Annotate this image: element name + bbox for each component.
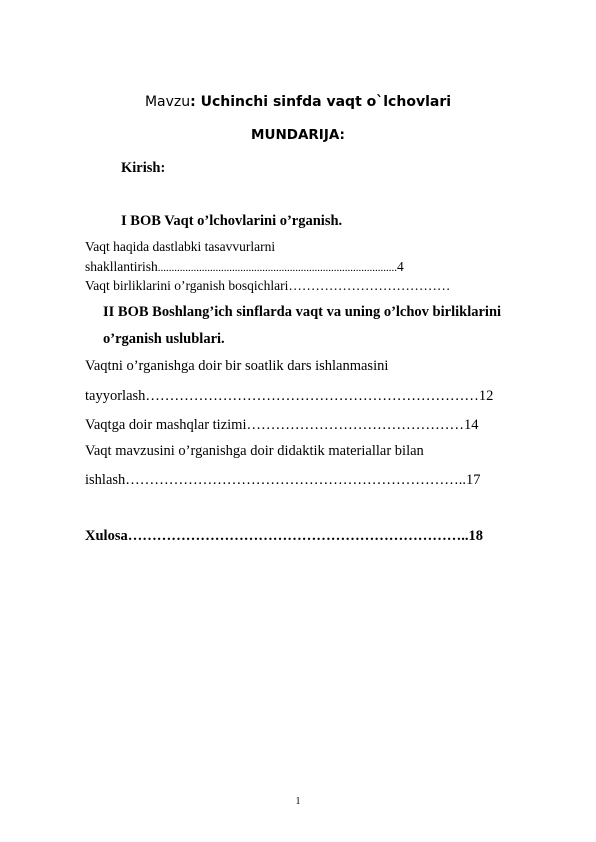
toc-entry-5-line-1: Vaqt mavzusini o’rganishga doir didaktik materiallar bilan [85,443,424,459]
toc-entry-1-line-2 [85,259,404,275]
toc-heading: MUNDARIJA: [251,127,345,143]
document-title [0,94,596,110]
toc-entry-4: Vaqtga doir mashqlar tizimi………………………………………14 [85,417,479,433]
toc-entry-3-line-2: tayyorlash……………………………………………………………12 [85,388,494,404]
toc-entry-1-line-1: Vaqt haqida dastlabki tasavvurlarni [85,239,276,254]
toc-intro: Kirish: [121,160,166,176]
toc-entry-1-page: 4 [397,259,404,274]
toc-entry-2-dots: ……………………………… [288,278,451,293]
toc-chapter-2-line-2: o’rganish uslublari. [103,331,225,347]
page-number: 1 [295,796,301,807]
toc-entry-1-dots: ....................................................................................... [157,262,397,274]
toc-entry-5-line-2: ishlash……………………………………………………………..17 [85,472,481,488]
toc-conclusion: Xulosa……………………………………………………………..18 [85,528,483,544]
toc-chapter-1: I BOB Vaqt o’lchovlarini o’rganish. [121,213,343,229]
toc-entry-2-text: Vaqt birliklarini o’rganish bosqichlari [85,278,289,293]
toc-entry-1-text: shakllantirish [85,259,158,274]
toc-chapter-2-line-1: II BOB Boshlang’ich sinflarda vaqt va uning o’lchov birliklarini [103,304,502,320]
toc-entry-3-line-1: Vaqtni o’rganishga doir bir soatlik dars ishlanmasini [85,358,389,374]
title-prefix: Mavzu [144,94,191,110]
toc-entry-2 [85,278,450,294]
title-main: : Uchinchi sinfda vaqt o`lchovlari [190,94,452,110]
